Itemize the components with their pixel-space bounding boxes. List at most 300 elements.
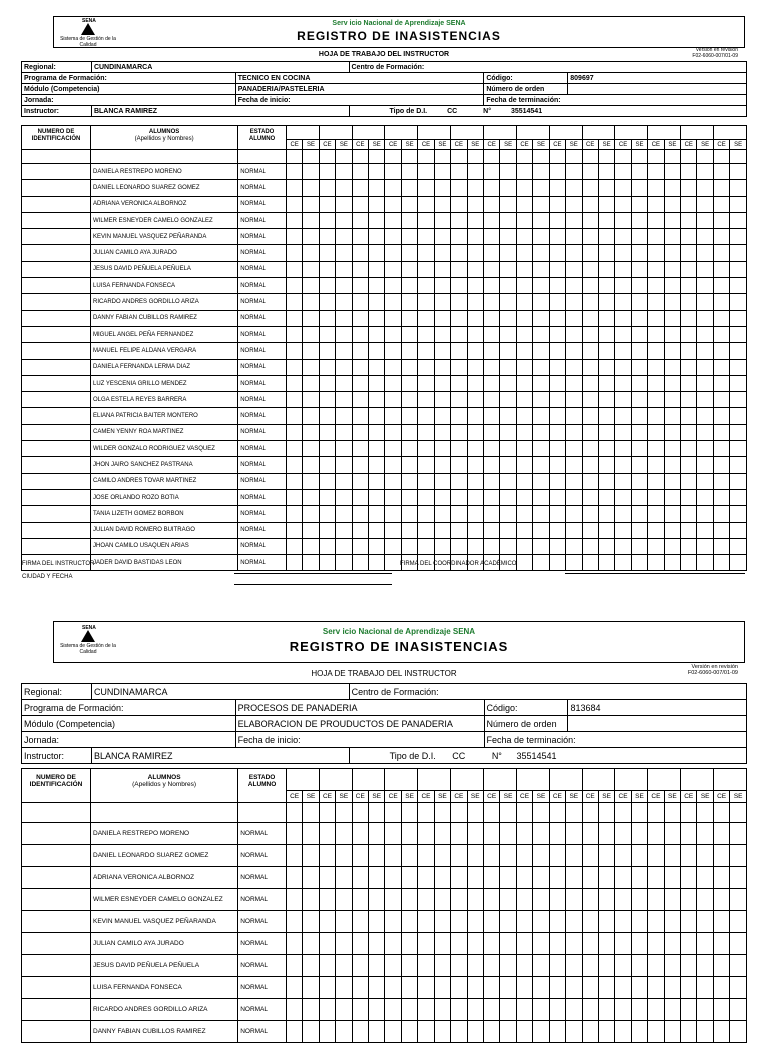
- attendance-cell[interactable]: [681, 538, 697, 554]
- attendance-cell[interactable]: [385, 867, 401, 889]
- attendance-cell[interactable]: [500, 343, 516, 359]
- attendance-cell[interactable]: [697, 441, 713, 457]
- attendance-cell[interactable]: [730, 441, 747, 457]
- attendance-cell[interactable]: [483, 889, 499, 911]
- attendance-cell[interactable]: [286, 473, 302, 489]
- attendance-cell[interactable]: [434, 310, 450, 326]
- attendance-cell[interactable]: [401, 229, 417, 245]
- attendance-cell[interactable]: [286, 955, 302, 977]
- attendance-cell[interactable]: [319, 278, 335, 294]
- attendance-cell[interactable]: [516, 845, 532, 867]
- attendance-cell[interactable]: [401, 326, 417, 342]
- attendance-cell[interactable]: [418, 823, 434, 845]
- attendance-cell[interactable]: [664, 441, 680, 457]
- attendance-cell[interactable]: [336, 823, 352, 845]
- attendance-cell[interactable]: [319, 999, 335, 1021]
- attendance-cell[interactable]: [467, 294, 483, 310]
- attendance-cell[interactable]: [598, 310, 614, 326]
- attendance-cell[interactable]: [434, 506, 450, 522]
- attendance-cell[interactable]: [418, 845, 434, 867]
- attendance-cell[interactable]: [516, 823, 532, 845]
- attendance-cell[interactable]: [303, 180, 319, 196]
- attendance-cell[interactable]: [467, 212, 483, 228]
- attendance-cell[interactable]: [336, 164, 352, 180]
- attendance-cell[interactable]: [467, 441, 483, 457]
- attendance-cell[interactable]: [648, 343, 664, 359]
- attendance-cell[interactable]: [713, 180, 729, 196]
- attendance-cell[interactable]: [681, 164, 697, 180]
- attendance-cell[interactable]: [582, 245, 598, 261]
- attendance-cell[interactable]: [615, 538, 631, 554]
- attendance-cell[interactable]: [664, 522, 680, 538]
- attendance-cell[interactable]: [483, 392, 499, 408]
- attendance-cell[interactable]: [434, 294, 450, 310]
- attendance-cell[interactable]: [631, 326, 647, 342]
- attendance-cell[interactable]: [434, 999, 450, 1021]
- attendance-cell[interactable]: [434, 933, 450, 955]
- attendance-cell[interactable]: [533, 229, 549, 245]
- attendance-cell[interactable]: [451, 457, 467, 473]
- attendance-cell[interactable]: [385, 278, 401, 294]
- attendance-cell[interactable]: [615, 424, 631, 440]
- attendance-cell[interactable]: [713, 911, 729, 933]
- attendance-cell[interactable]: [598, 955, 614, 977]
- attendance-cell[interactable]: [648, 294, 664, 310]
- attendance-cell[interactable]: [369, 261, 385, 277]
- attendance-cell[interactable]: [483, 164, 499, 180]
- attendance-cell[interactable]: [451, 261, 467, 277]
- attendance-cell[interactable]: [664, 538, 680, 554]
- attendance-cell[interactable]: [418, 955, 434, 977]
- attendance-cell[interactable]: [385, 522, 401, 538]
- attendance-cell[interactable]: [582, 457, 598, 473]
- attendance-cell[interactable]: [418, 196, 434, 212]
- attendance-cell[interactable]: [615, 867, 631, 889]
- attendance-cell[interactable]: [631, 867, 647, 889]
- attendance-cell[interactable]: [319, 343, 335, 359]
- attendance-cell[interactable]: [631, 408, 647, 424]
- attendance-cell[interactable]: [697, 294, 713, 310]
- attendance-cell[interactable]: [631, 424, 647, 440]
- attendance-cell[interactable]: [467, 164, 483, 180]
- attendance-cell[interactable]: [713, 457, 729, 473]
- attendance-cell[interactable]: [566, 538, 582, 554]
- attendance-cell[interactable]: [631, 392, 647, 408]
- attendance-cell[interactable]: [549, 326, 565, 342]
- attendance-cell[interactable]: [566, 506, 582, 522]
- attendance-cell[interactable]: [582, 889, 598, 911]
- attendance-cell[interactable]: [352, 977, 368, 999]
- attendance-cell[interactable]: [286, 441, 302, 457]
- attendance-cell[interactable]: [286, 911, 302, 933]
- attendance-cell[interactable]: [713, 408, 729, 424]
- attendance-cell[interactable]: [516, 441, 532, 457]
- attendance-cell[interactable]: [451, 278, 467, 294]
- attendance-cell[interactable]: [615, 506, 631, 522]
- attendance-cell[interactable]: [401, 522, 417, 538]
- attendance-cell[interactable]: [336, 999, 352, 1021]
- attendance-cell[interactable]: [352, 911, 368, 933]
- attendance-cell[interactable]: [451, 867, 467, 889]
- attendance-cell[interactable]: [467, 196, 483, 212]
- attendance-cell[interactable]: [681, 489, 697, 505]
- attendance-cell[interactable]: [615, 196, 631, 212]
- attendance-cell[interactable]: [549, 424, 565, 440]
- attendance-cell[interactable]: [697, 229, 713, 245]
- attendance-cell[interactable]: [369, 164, 385, 180]
- attendance-cell[interactable]: [582, 343, 598, 359]
- attendance-cell[interactable]: [664, 326, 680, 342]
- attendance-cell[interactable]: [418, 506, 434, 522]
- attendance-cell[interactable]: [369, 424, 385, 440]
- attendance-cell[interactable]: [369, 212, 385, 228]
- attendance-cell[interactable]: [451, 424, 467, 440]
- attendance-cell[interactable]: [483, 522, 499, 538]
- attendance-cell[interactable]: [286, 278, 302, 294]
- attendance-cell[interactable]: [533, 326, 549, 342]
- attendance-cell[interactable]: [467, 538, 483, 554]
- attendance-cell[interactable]: [303, 278, 319, 294]
- attendance-cell[interactable]: [401, 343, 417, 359]
- attendance-cell[interactable]: [631, 375, 647, 391]
- attendance-cell[interactable]: [401, 999, 417, 1021]
- attendance-cell[interactable]: [582, 933, 598, 955]
- attendance-cell[interactable]: [697, 278, 713, 294]
- attendance-cell[interactable]: [336, 867, 352, 889]
- attendance-cell[interactable]: [615, 845, 631, 867]
- attendance-cell[interactable]: [336, 911, 352, 933]
- attendance-cell[interactable]: [369, 392, 385, 408]
- attendance-cell[interactable]: [385, 977, 401, 999]
- attendance-cell[interactable]: [533, 489, 549, 505]
- attendance-cell[interactable]: [500, 977, 516, 999]
- attendance-cell[interactable]: [516, 999, 532, 1021]
- attendance-cell[interactable]: [500, 538, 516, 554]
- attendance-cell[interactable]: [418, 408, 434, 424]
- attendance-cell[interactable]: [730, 326, 747, 342]
- attendance-cell[interactable]: [500, 955, 516, 977]
- attendance-cell[interactable]: [467, 424, 483, 440]
- attendance-cell[interactable]: [566, 196, 582, 212]
- attendance-cell[interactable]: [615, 180, 631, 196]
- attendance-cell[interactable]: [681, 180, 697, 196]
- attendance-cell[interactable]: [500, 408, 516, 424]
- attendance-cell[interactable]: [615, 522, 631, 538]
- attendance-cell[interactable]: [697, 911, 713, 933]
- attendance-cell[interactable]: [451, 212, 467, 228]
- attendance-cell[interactable]: [418, 522, 434, 538]
- attendance-cell[interactable]: [319, 424, 335, 440]
- attendance-cell[interactable]: [467, 180, 483, 196]
- attendance-cell[interactable]: [697, 933, 713, 955]
- attendance-cell[interactable]: [697, 343, 713, 359]
- attendance-cell[interactable]: [549, 933, 565, 955]
- attendance-cell[interactable]: [286, 261, 302, 277]
- attendance-cell[interactable]: [319, 180, 335, 196]
- attendance-cell[interactable]: [303, 261, 319, 277]
- attendance-cell[interactable]: [352, 245, 368, 261]
- attendance-cell[interactable]: [566, 212, 582, 228]
- attendance-cell[interactable]: [598, 294, 614, 310]
- attendance-cell[interactable]: [730, 845, 747, 867]
- attendance-cell[interactable]: [434, 538, 450, 554]
- attendance-cell[interactable]: [369, 955, 385, 977]
- attendance-cell[interactable]: [533, 538, 549, 554]
- attendance-cell[interactable]: [369, 506, 385, 522]
- attendance-cell[interactable]: [385, 245, 401, 261]
- attendance-cell[interactable]: [500, 326, 516, 342]
- attendance-cell[interactable]: [500, 522, 516, 538]
- attendance-cell[interactable]: [664, 392, 680, 408]
- attendance-cell[interactable]: [598, 911, 614, 933]
- attendance-cell[interactable]: [697, 408, 713, 424]
- attendance-cell[interactable]: [483, 310, 499, 326]
- attendance-cell[interactable]: [713, 294, 729, 310]
- attendance-cell[interactable]: [631, 955, 647, 977]
- attendance-cell[interactable]: [549, 180, 565, 196]
- attendance-cell[interactable]: [401, 473, 417, 489]
- attendance-cell[interactable]: [434, 457, 450, 473]
- attendance-cell[interactable]: [352, 999, 368, 1021]
- attendance-cell[interactable]: [516, 392, 532, 408]
- attendance-cell[interactable]: [500, 473, 516, 489]
- attendance-cell[interactable]: [681, 977, 697, 999]
- attendance-cell[interactable]: [319, 294, 335, 310]
- attendance-cell[interactable]: [467, 867, 483, 889]
- attendance-cell[interactable]: [418, 343, 434, 359]
- attendance-cell[interactable]: [336, 441, 352, 457]
- attendance-cell[interactable]: [582, 261, 598, 277]
- attendance-cell[interactable]: [516, 408, 532, 424]
- attendance-cell[interactable]: [467, 977, 483, 999]
- attendance-cell[interactable]: [516, 212, 532, 228]
- attendance-cell[interactable]: [582, 999, 598, 1021]
- attendance-cell[interactable]: [566, 933, 582, 955]
- attendance-cell[interactable]: [648, 473, 664, 489]
- attendance-cell[interactable]: [697, 538, 713, 554]
- attendance-cell[interactable]: [681, 392, 697, 408]
- attendance-cell[interactable]: [664, 955, 680, 977]
- attendance-cell[interactable]: [352, 278, 368, 294]
- attendance-cell[interactable]: [451, 326, 467, 342]
- attendance-cell[interactable]: [516, 294, 532, 310]
- attendance-cell[interactable]: [500, 245, 516, 261]
- attendance-cell[interactable]: [516, 473, 532, 489]
- attendance-cell[interactable]: [516, 359, 532, 375]
- attendance-cell[interactable]: [631, 889, 647, 911]
- attendance-cell[interactable]: [319, 473, 335, 489]
- attendance-cell[interactable]: [648, 506, 664, 522]
- attendance-cell[interactable]: [352, 392, 368, 408]
- attendance-cell[interactable]: [598, 164, 614, 180]
- attendance-cell[interactable]: [713, 392, 729, 408]
- attendance-cell[interactable]: [467, 408, 483, 424]
- attendance-cell[interactable]: [401, 245, 417, 261]
- attendance-cell[interactable]: [681, 310, 697, 326]
- attendance-cell[interactable]: [401, 933, 417, 955]
- attendance-cell[interactable]: [533, 911, 549, 933]
- attendance-cell[interactable]: [533, 933, 549, 955]
- attendance-cell[interactable]: [286, 845, 302, 867]
- attendance-cell[interactable]: [730, 343, 747, 359]
- attendance-cell[interactable]: [286, 408, 302, 424]
- attendance-cell[interactable]: [385, 489, 401, 505]
- attendance-cell[interactable]: [434, 245, 450, 261]
- attendance-cell[interactable]: [566, 343, 582, 359]
- attendance-cell[interactable]: [533, 294, 549, 310]
- attendance-cell[interactable]: [418, 889, 434, 911]
- attendance-cell[interactable]: [401, 278, 417, 294]
- attendance-cell[interactable]: [598, 845, 614, 867]
- attendance-cell[interactable]: [730, 489, 747, 505]
- attendance-cell[interactable]: [713, 506, 729, 522]
- attendance-cell[interactable]: [516, 196, 532, 212]
- attendance-cell[interactable]: [401, 310, 417, 326]
- attendance-cell[interactable]: [352, 343, 368, 359]
- attendance-cell[interactable]: [730, 506, 747, 522]
- attendance-cell[interactable]: [418, 977, 434, 999]
- attendance-cell[interactable]: [713, 164, 729, 180]
- attendance-cell[interactable]: [566, 845, 582, 867]
- attendance-cell[interactable]: [697, 164, 713, 180]
- attendance-cell[interactable]: [467, 999, 483, 1021]
- attendance-cell[interactable]: [730, 359, 747, 375]
- attendance-cell[interactable]: [352, 473, 368, 489]
- attendance-cell[interactable]: [730, 999, 747, 1021]
- attendance-cell[interactable]: [566, 359, 582, 375]
- attendance-cell[interactable]: [319, 457, 335, 473]
- attendance-cell[interactable]: [500, 180, 516, 196]
- attendance-cell[interactable]: [369, 294, 385, 310]
- attendance-cell[interactable]: [681, 933, 697, 955]
- attendance-cell[interactable]: [730, 522, 747, 538]
- attendance-cell[interactable]: [615, 473, 631, 489]
- attendance-cell[interactable]: [369, 823, 385, 845]
- attendance-cell[interactable]: [467, 457, 483, 473]
- attendance-cell[interactable]: [467, 845, 483, 867]
- attendance-cell[interactable]: [516, 933, 532, 955]
- attendance-cell[interactable]: [681, 343, 697, 359]
- attendance-cell[interactable]: [303, 294, 319, 310]
- attendance-cell[interactable]: [369, 310, 385, 326]
- attendance-cell[interactable]: [434, 955, 450, 977]
- attendance-cell[interactable]: [319, 392, 335, 408]
- attendance-cell[interactable]: [336, 310, 352, 326]
- attendance-cell[interactable]: [697, 310, 713, 326]
- attendance-cell[interactable]: [681, 326, 697, 342]
- attendance-cell[interactable]: [451, 999, 467, 1021]
- attendance-cell[interactable]: [582, 911, 598, 933]
- attendance-cell[interactable]: [286, 424, 302, 440]
- attendance-cell[interactable]: [319, 310, 335, 326]
- attendance-cell[interactable]: [730, 245, 747, 261]
- attendance-cell[interactable]: [549, 889, 565, 911]
- attendance-cell[interactable]: [369, 522, 385, 538]
- attendance-cell[interactable]: [385, 229, 401, 245]
- attendance-cell[interactable]: [434, 196, 450, 212]
- attendance-cell[interactable]: [516, 245, 532, 261]
- attendance-cell[interactable]: [451, 473, 467, 489]
- attendance-cell[interactable]: [566, 180, 582, 196]
- attendance-cell[interactable]: [451, 392, 467, 408]
- attendance-cell[interactable]: [566, 229, 582, 245]
- attendance-cell[interactable]: [582, 229, 598, 245]
- attendance-cell[interactable]: [615, 392, 631, 408]
- attendance-cell[interactable]: [434, 180, 450, 196]
- attendance-cell[interactable]: [631, 196, 647, 212]
- attendance-cell[interactable]: [648, 999, 664, 1021]
- attendance-cell[interactable]: [319, 229, 335, 245]
- attendance-cell[interactable]: [434, 343, 450, 359]
- attendance-cell[interactable]: [549, 555, 565, 571]
- attendance-cell[interactable]: [713, 424, 729, 440]
- attendance-cell[interactable]: [467, 522, 483, 538]
- attendance-cell[interactable]: [566, 911, 582, 933]
- attendance-cell[interactable]: [401, 392, 417, 408]
- attendance-cell[interactable]: [582, 196, 598, 212]
- attendance-cell[interactable]: [434, 823, 450, 845]
- attendance-cell[interactable]: [286, 164, 302, 180]
- attendance-cell[interactable]: [713, 889, 729, 911]
- attendance-cell[interactable]: [286, 489, 302, 505]
- attendance-cell[interactable]: [434, 889, 450, 911]
- attendance-cell[interactable]: [451, 845, 467, 867]
- attendance-cell[interactable]: [467, 326, 483, 342]
- attendance-cell[interactable]: [730, 933, 747, 955]
- attendance-cell[interactable]: [533, 212, 549, 228]
- attendance-cell[interactable]: [352, 933, 368, 955]
- attendance-cell[interactable]: [369, 180, 385, 196]
- attendance-cell[interactable]: [434, 473, 450, 489]
- attendance-cell[interactable]: [615, 326, 631, 342]
- attendance-cell[interactable]: [615, 229, 631, 245]
- attendance-cell[interactable]: [286, 999, 302, 1021]
- attendance-cell[interactable]: [352, 180, 368, 196]
- attendance-cell[interactable]: [713, 326, 729, 342]
- attendance-cell[interactable]: [336, 424, 352, 440]
- attendance-cell[interactable]: [549, 164, 565, 180]
- attendance-cell[interactable]: [516, 229, 532, 245]
- attendance-cell[interactable]: [385, 441, 401, 457]
- attendance-cell[interactable]: [615, 489, 631, 505]
- attendance-cell[interactable]: [303, 555, 319, 571]
- attendance-cell[interactable]: [697, 522, 713, 538]
- attendance-cell[interactable]: [369, 229, 385, 245]
- attendance-cell[interactable]: [615, 359, 631, 375]
- attendance-cell[interactable]: [319, 506, 335, 522]
- attendance-cell[interactable]: [582, 538, 598, 554]
- attendance-cell[interactable]: [401, 261, 417, 277]
- attendance-cell[interactable]: [648, 408, 664, 424]
- attendance-cell[interactable]: [598, 375, 614, 391]
- attendance-cell[interactable]: [516, 326, 532, 342]
- attendance-cell[interactable]: [631, 538, 647, 554]
- attendance-cell[interactable]: [401, 867, 417, 889]
- attendance-cell[interactable]: [303, 845, 319, 867]
- attendance-cell[interactable]: [516, 164, 532, 180]
- attendance-cell[interactable]: [598, 522, 614, 538]
- attendance-cell[interactable]: [664, 229, 680, 245]
- attendance-cell[interactable]: [713, 955, 729, 977]
- attendance-cell[interactable]: [319, 261, 335, 277]
- attendance-cell[interactable]: [582, 506, 598, 522]
- attendance-cell[interactable]: [615, 343, 631, 359]
- attendance-cell[interactable]: [385, 555, 401, 571]
- attendance-cell[interactable]: [566, 424, 582, 440]
- attendance-cell[interactable]: [418, 441, 434, 457]
- attendance-cell[interactable]: [385, 212, 401, 228]
- attendance-cell[interactable]: [467, 955, 483, 977]
